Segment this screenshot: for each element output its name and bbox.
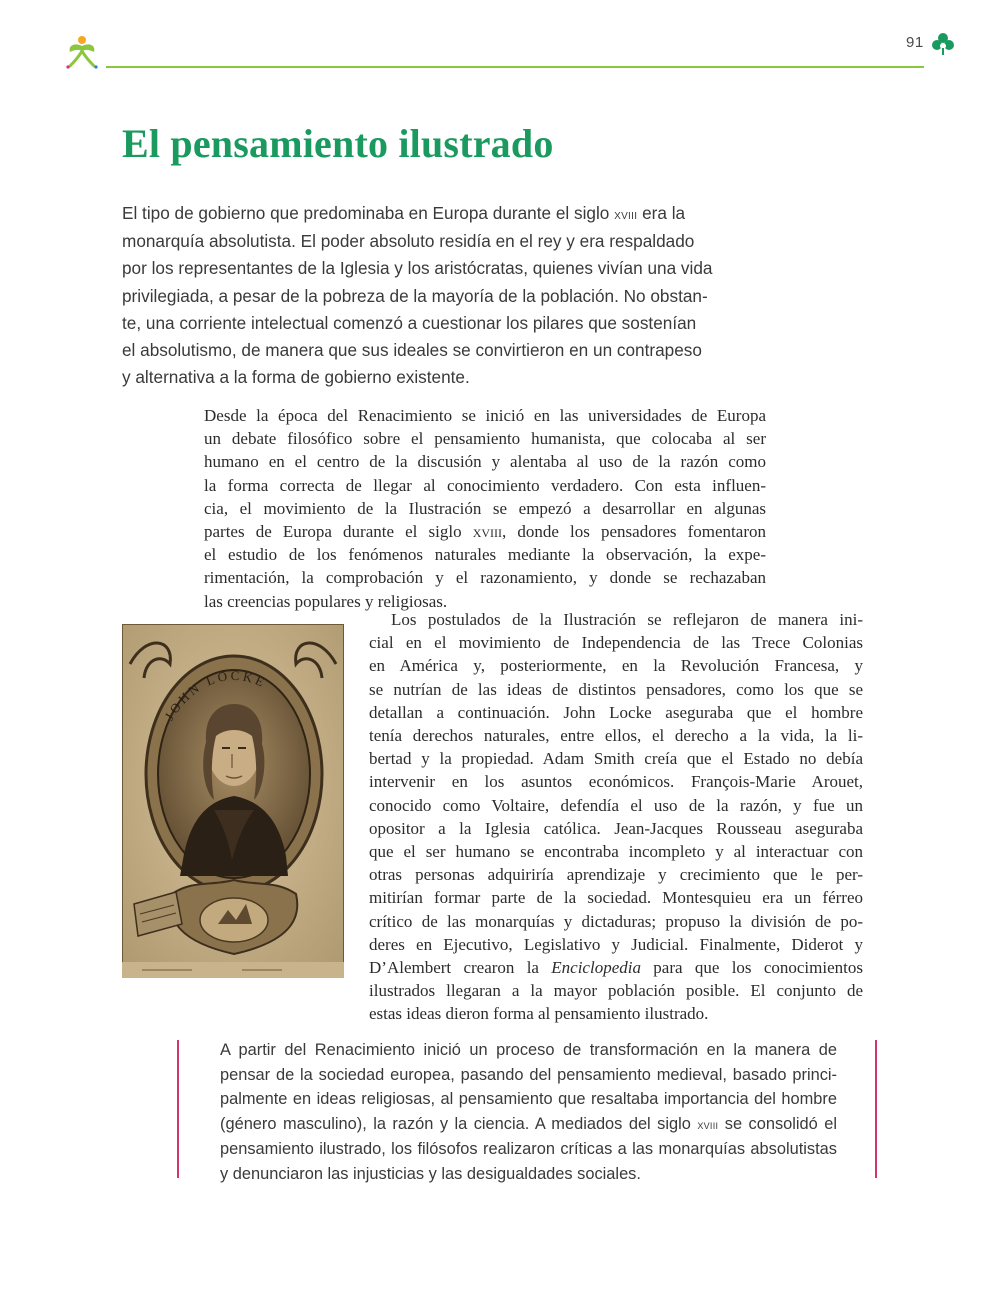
text-line: por los representantes de la Iglesia y los aristócratas, quienes vivían una vida [122, 258, 713, 279]
text-line: mitirían formar parte de la sociedad. Montesquieu era un férreo [369, 888, 863, 908]
text-line: A partir del Renacimiento inició un proceso de transformación en la manera de [220, 1041, 837, 1059]
text-line: estas ideas dieron forma al pensamiento ilustrado. [369, 1004, 709, 1024]
text-line: la forma correcta de llegar al conocimiento verdadero. Con esta influen- [204, 475, 766, 495]
text-line: pensamiento ilustrado, los filósofos realizaron críticas a las monarquías absolutistas [220, 1140, 837, 1159]
text-line: otras personas adquiriría aprendizaje y crecimiento que le per- [369, 865, 863, 885]
text-line: un debate filosófico sobre el pensamiento humanista, que colocaba al ser [204, 429, 766, 449]
text-line: El tipo de gobierno que predominaba en Europa durante el siglo xviii era la [122, 203, 686, 223]
text-line: partes de Europa durante el siglo xviii, donde los pensadores fomentaron [204, 522, 766, 542]
text-line: palmente en ideas religiosas, al pensamiento que resaltaba importancia del hombre [220, 1090, 837, 1109]
page-title: El pensamiento ilustrado [122, 121, 554, 166]
side-note [220, 1038, 837, 1187]
text-line: humano en el centro de la discusión y alentaba al uso de la razón como [204, 452, 766, 472]
text-line: te, una corriente intelectual comenzó a cuestionar los pilares que sostenían [122, 312, 697, 333]
text-line: conocido como Voltaire, defendía el uso de la razón, y fue un [369, 795, 863, 815]
text-line: (género masculino), la razón y la ciencia. A mediados del siglo xviii se consolidó el [220, 1114, 837, 1133]
body-paragraph-2 [369, 608, 863, 1026]
text-line: opositor a la Iglesia católica. Jean-Jacques Rousseau aseguraba [369, 818, 863, 838]
text-line: cia, el movimiento de la Ilustración se empezó a desarrollar en algunas [204, 498, 766, 518]
page-number: 91 [906, 34, 924, 51]
intro-paragraph [122, 200, 747, 391]
text-line: crítico de las monarquías y dictaduras; propuso la división de po- [369, 911, 863, 931]
text-line: Desde la época del Renacimiento se inició en las universidades de Europa [204, 406, 766, 425]
text-line: el estudio de los fenómenos naturales mediante la observación, la expe- [204, 545, 766, 565]
portrait-inscription: JOHN LOCKE [161, 667, 270, 723]
text-line: rimentación, la comprobación y el razonamiento, y donde se rechazaban [204, 568, 766, 588]
note-bar-right [875, 1040, 877, 1178]
text-line: las creencias populares y religiosas. [204, 591, 448, 611]
text-line: monarquía absolutista. El poder absoluto residía en el rey y era respaldado [122, 231, 695, 252]
body-paragraph-1 [204, 404, 766, 613]
text-line: detallan a continuación. John Locke aseguraba que el hombre [369, 702, 863, 722]
text-line: y denunciaron las injusticias y las desigualdades sociales. [220, 1164, 641, 1183]
text-line: se nutrían de las ideas de distintos pensadores, como los que se [369, 679, 863, 699]
text-line: y alternativa a la forma de gobierno existente. [122, 367, 470, 388]
text-line: deres en Ejecutivo, Legislativo y Judicial. Finalmente, Diderot y [369, 934, 863, 954]
flower-person-logo-icon [62, 34, 102, 70]
text-line: pensar de la sociedad europea, pasando del pensamiento medieval, basado princi- [220, 1065, 837, 1084]
text-line: tenía derechos naturales, entre ellos, el derecho a la vida, la li- [369, 726, 863, 746]
header-rule [106, 66, 924, 68]
clover-icon [930, 32, 956, 56]
text-line: en América y, posteriormente, en la Revolución Francesa, y [369, 656, 863, 676]
john-locke-portrait-engraving [122, 624, 344, 978]
text-line: el absolutismo, de manera que sus ideales se convirtieron en un contrapeso [122, 340, 702, 361]
text-line: que el ser humano se encontraba incompleto y al interactuar con [369, 842, 863, 862]
text-line: ilustrados llegaran a la mayor población posible. El conjunto de [369, 981, 863, 1001]
note-bar-left [177, 1040, 179, 1178]
text-line: privilegiada, a pesar de la pobreza de la mayoría de la población. No obstan- [122, 285, 708, 306]
text-line: intervenir en los asuntos económicos. François-Marie Arouet, [369, 772, 863, 792]
text-line: bertad y la propiedad. Adam Smith creía que el Estado no debía [369, 749, 863, 769]
text-line: Los postulados de la Ilustración se reflejaron de manera ini- [391, 610, 863, 629]
text-line: cial en el movimiento de Independencia de las Trece Colonias [369, 633, 863, 653]
text-line: D’Alembert crearon la Enciclopedia para que los conocimientos [369, 958, 863, 978]
